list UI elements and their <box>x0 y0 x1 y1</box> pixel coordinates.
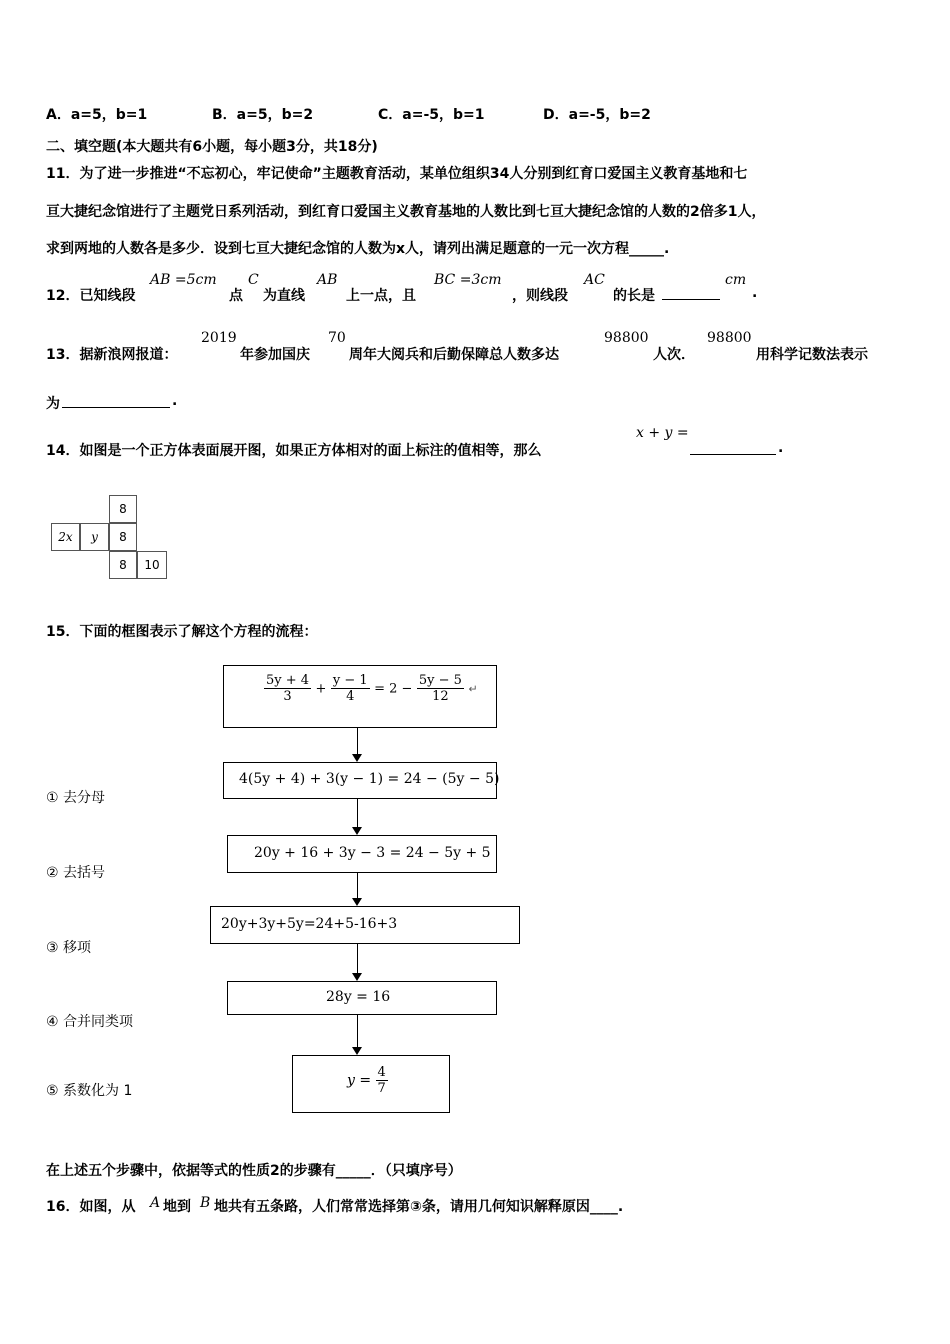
q13-count2: 98800 <box>707 330 752 346</box>
q12-ab-length: AB =5cm <box>150 272 217 288</box>
q12-line-ab: AB <box>317 272 338 288</box>
q11-line2: 亘大捷纪念馆进行了主题党日系列活动，到红育口爱国主义教育基地的人数比到七亘大捷纪念馆的人数的2倍多1人， <box>46 204 766 220</box>
q13-answer-blank <box>62 393 170 408</box>
net-cell-2x: 2x <box>51 523 80 551</box>
q13-year: 2019 <box>201 330 237 346</box>
q14-expression: x + y = <box>636 425 689 441</box>
q12-point-label: 点 <box>229 288 243 304</box>
q14-answer-blank <box>690 440 776 455</box>
q12-then: ，则线段 <box>512 288 568 304</box>
q11-line1: 11．为了进一步推进“不忘初心，牢记使命”主题教育活动，某单位组织34人分别到红育口爱国主义教育基地和七 <box>46 166 748 182</box>
q12-on-line: 上一点，且 <box>346 288 416 304</box>
q13-text5: 用科学记数法表示 <box>756 347 868 363</box>
equation-step4: 28y = 16 <box>326 989 391 1005</box>
option-d: D．a=-5，b=2 <box>543 107 651 123</box>
flow-box-coefficient <box>292 1055 450 1113</box>
option-b: B．a=5，b=2 <box>212 107 314 123</box>
equals-two-minus: = 2 − <box>374 681 413 697</box>
net-cell-10: 10 <box>137 551 167 579</box>
net-cell-top: 8 <box>109 495 137 523</box>
step-label-3: ③ 移项 <box>46 940 92 956</box>
net-cell-bottom: 8 <box>109 551 137 579</box>
q14-text: 14．如图是一个正方体表面展开图，如果正方体相对的面上标注的值相等，那么 <box>46 443 542 459</box>
return-mark: ↵ <box>468 682 478 696</box>
q13-text3: 周年大阅兵和后勤保障总人数多达 <box>349 347 559 363</box>
flow-box-original-equation <box>223 665 497 728</box>
q12-unit: cm <box>725 272 747 288</box>
equation-step3: 20y+3y+5y=24+5-16+3 <box>221 916 398 932</box>
q16-rest: 地共有五条路，人们常常选择第③条，请用几何知识解释原因____. <box>214 1199 624 1215</box>
step-label-4: ④ 合并同类项 <box>46 1014 134 1030</box>
fraction-2: $\frac{y - 1}{4}$ <box>332 673 368 704</box>
step-label-1: ① 去分母 <box>46 790 106 806</box>
q15-text: 15．下面的框图表示了解这个方程的流程： <box>46 624 318 640</box>
q12-point-c: C <box>248 272 259 288</box>
q12-length-is: 的长是 <box>613 288 655 304</box>
q12-end: . <box>752 285 758 301</box>
option-c: C．a=-5，b=1 <box>378 107 485 123</box>
option-a: A．a=5，b=1 <box>46 107 148 123</box>
section-title: 二、填空题(本大题共有6小题，每小题3分，共18分) <box>46 139 378 155</box>
q13-text2: 年参加国庆 <box>240 347 310 363</box>
flow-box-combine-terms <box>227 981 497 1015</box>
step-label-5: ⑤ 系数化为 1 <box>46 1083 133 1099</box>
flow-box-transpose <box>210 906 520 944</box>
flow-box-remove-brackets <box>227 835 497 873</box>
plus-sign: + <box>315 681 327 697</box>
equation-step1: 4(5y + 4) + 3(y − 1) = 24 − (5y − 5) <box>239 771 500 787</box>
equation-step5-lhs: y = <box>347 1072 372 1089</box>
q16-prefix: 16．如图，从 <box>46 1199 136 1215</box>
q13-anniversary: 70 <box>328 330 346 346</box>
q13-prefix: 13．据新浪网报道： <box>46 347 178 363</box>
q12-segment-ac: AC <box>584 272 605 288</box>
fraction-3: $\frac{5y - 5}{12}$ <box>418 673 462 704</box>
q16-to: 地到 <box>163 1199 191 1215</box>
q11-line3: 求到两地的人数各是多少．设到七亘大捷纪念馆的人数为x人，请列出满足题意的一元一次方程_____. <box>46 241 670 257</box>
q12-answer-blank <box>662 285 720 300</box>
flow-box-remove-denominator <box>223 762 500 799</box>
q13-end: . <box>172 393 178 409</box>
step-label-2: ② 去括号 <box>46 865 106 881</box>
net-cell-middle: 8 <box>109 523 137 551</box>
q13-text6: 为 <box>46 396 60 412</box>
q12-line-label: 为直线 <box>263 288 305 304</box>
q13-text4: 人次． <box>653 347 695 363</box>
fraction-1: $\frac{5y + 4}{3}$ <box>266 673 310 704</box>
q16-point-b: B <box>200 1195 211 1211</box>
fraction-result: $\frac{4}{7}$ <box>377 1065 386 1096</box>
q13-count1: 98800 <box>604 330 649 346</box>
q14-end: . <box>778 440 784 456</box>
q12-bc-length: BC =3cm <box>434 272 502 288</box>
equation-step2: 20y + 16 + 3y − 3 = 24 − 5y + 5 <box>254 845 491 861</box>
q12-prefix: 12．已知线段 <box>46 288 136 304</box>
q16-point-a: A <box>150 1195 161 1211</box>
q15-question: 在上述五个步骤中，依据等式的性质2的步骤有_____．（只填序号） <box>46 1163 462 1179</box>
net-cell-y: y <box>80 523 109 551</box>
